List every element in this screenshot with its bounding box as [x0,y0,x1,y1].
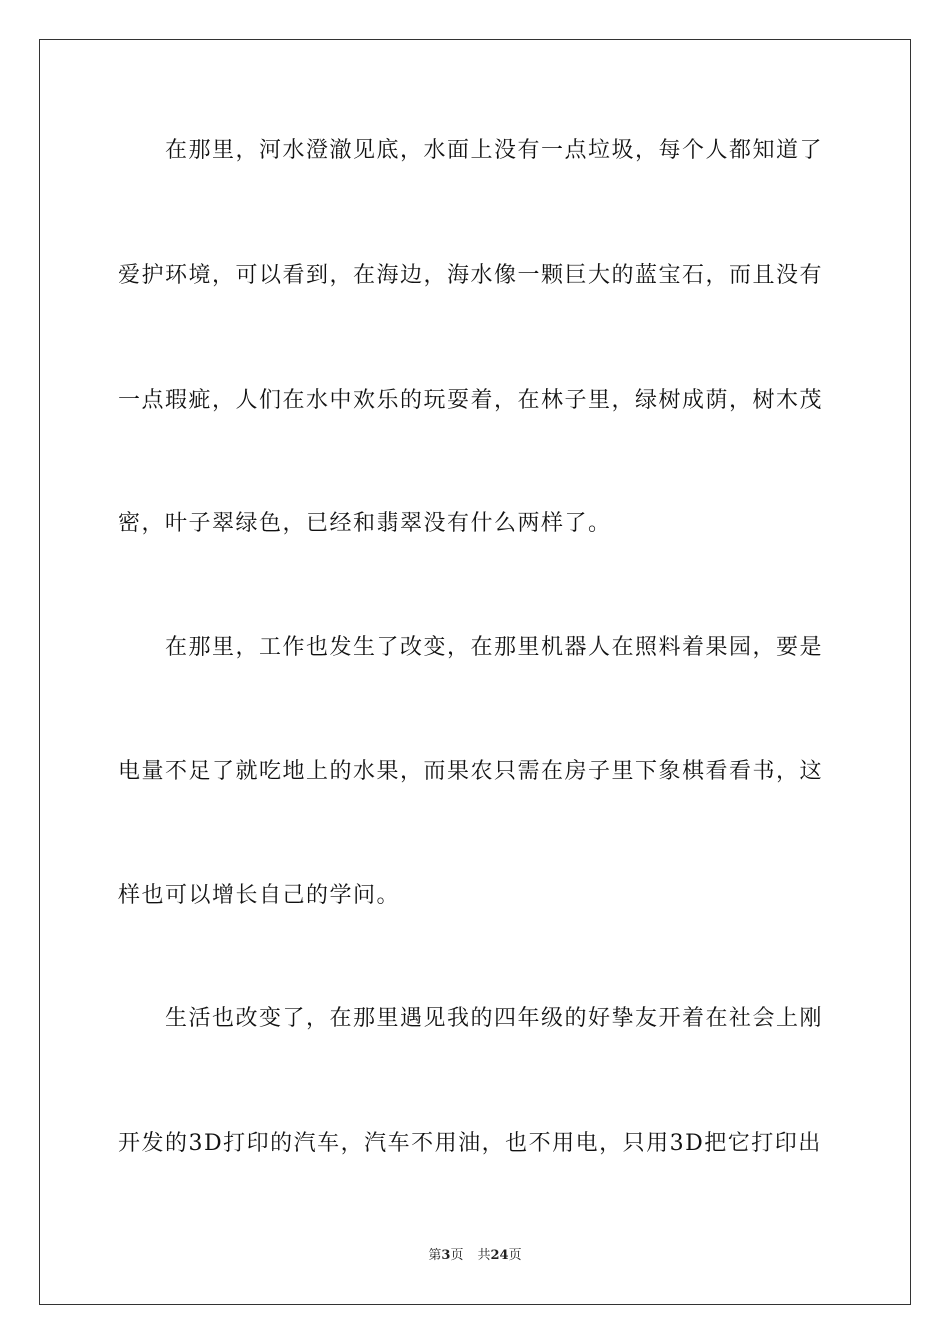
page-border [39,39,911,1305]
page-footer [0,1248,950,1264]
paragraph-1-line-3: 一点瑕疵，人们在水中欢乐的玩耍着，在林子里，绿树成荫，树木茂 [118,388,824,413]
paragraph-1-line-4: 密，叶子翠绿色，已经和翡翠没有什么两样了。 [118,511,612,536]
total-prefix: 共 [477,1248,491,1263]
page-number: 3 [441,1248,451,1263]
paragraph-2-line-3: 样也可以增长自己的学问。 [118,883,401,908]
total-suffix: 页 [508,1248,522,1263]
paragraph-3-line-2: 开发的3D打印的汽车，汽车不用油，也不用电，只用3D把它打印出 [118,1131,822,1156]
paragraph-2-line-1: 在那里，工作也发生了改变，在那里机器人在照料着果园，要是 [165,635,824,660]
page-suffix: 页 [450,1248,464,1263]
paragraph-1-line-2: 爱护环境，可以看到，在海边，海水像一颗巨大的蓝宝石，而且没有 [118,263,824,288]
page-prefix: 第 [428,1248,442,1263]
paragraph-2-line-2: 电量不足了就吃地上的水果，而果农只需在房子里下象棋看看书，这 [118,759,824,784]
paragraph-1-line-1: 在那里，河水澄澈见底，水面上没有一点垃圾，每个人都知道了 [165,138,824,163]
total-pages: 24 [490,1248,509,1263]
paragraph-3-line-1: 生活也改变了，在那里遇见我的四年级的好挚友开着在社会上刚 [165,1006,824,1031]
